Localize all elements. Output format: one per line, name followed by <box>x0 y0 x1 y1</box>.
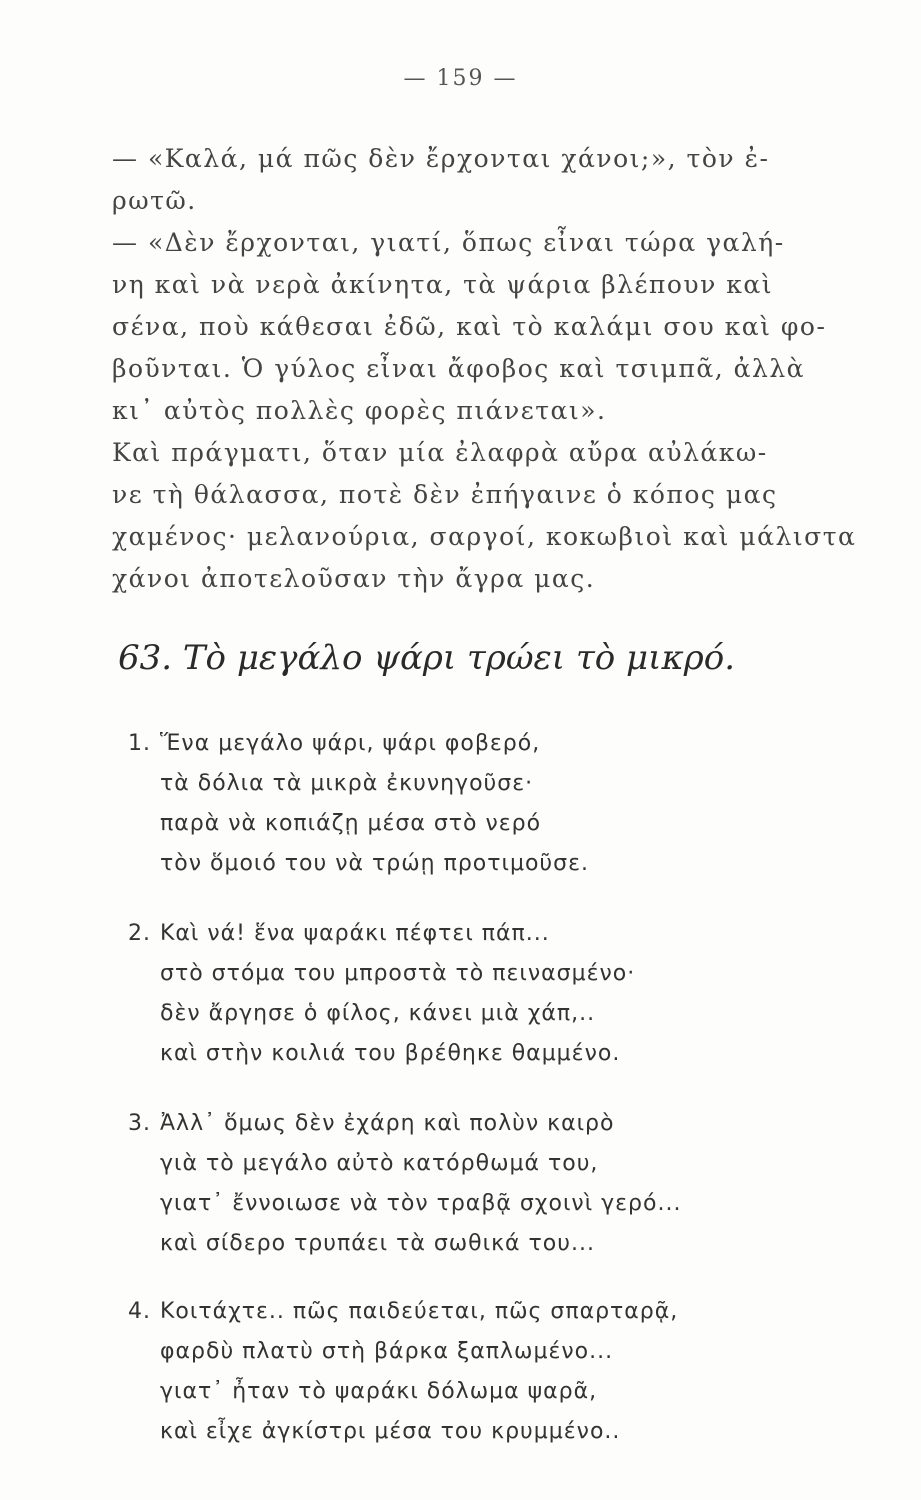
verse-text: παρὰ νὰ κοπιάζῃ μέσα στὸ νερό <box>160 811 542 836</box>
stanza-number: 1. <box>128 731 151 756</box>
verse-line <box>128 1412 768 1452</box>
prose-line: σένα, ποὺ κάθεσαι ἐδῶ, καὶ τὸ καλάμι σου καὶ φο- <box>112 312 827 341</box>
prose-line: νη καὶ νὰ νερὰ ἀκίνητα, τὰ ψάρια βλέπουν καὶ <box>112 270 774 299</box>
section-title: 63. Τὸ μεγάλο ψάρι τρώει τὸ μικρό. <box>118 638 736 678</box>
prose-line: ρωτῶ. <box>112 186 197 215</box>
prose-line: — «Καλά, μά πῶς δὲν ἔρχονται χάνοι;», τὸν ἐ- <box>112 144 770 173</box>
verse-text: Ἕνα μεγάλο ψάρι, ψάρι φοβερό, <box>160 731 541 756</box>
prose-paragraphs <box>112 138 857 600</box>
verse-line <box>128 914 768 954</box>
verse-text: στὸ στόμα του μπροστὰ τὸ πεινασμένο· <box>160 961 636 986</box>
verse-text: δὲν ἄργησε ὁ φίλος, κάνει μιὰ χάπ,.. <box>160 1001 596 1026</box>
verse-text: τὸν ὅμοιό του νὰ τρώῃ προτιμοῦσε. <box>160 851 589 876</box>
verse-line <box>128 764 768 804</box>
verse-line <box>128 1224 768 1264</box>
poem-stanza-1 <box>128 724 768 884</box>
verse-text: γιατ᾽ ἔννοιωσε νὰ τὸν τραβᾷ σχοινὶ γερό... <box>160 1191 682 1216</box>
verse-text: Κοιτάχτε.. πῶς παιδεύεται, πῶς σπαρταρᾷ, <box>160 1299 679 1324</box>
verse-text: καὶ στὴν κοιλιά του βρέθηκε θαμμένο. <box>160 1041 621 1066</box>
verse-text: γιατ᾽ ἦταν τὸ ψαράκι δόλωμα ψαρᾶ, <box>160 1379 598 1404</box>
prose-line: χαμένος· μελανούρια, σαργοί, κοκωβιοὶ καὶ μάλιστα <box>112 522 857 551</box>
prose-line: κι᾽ αὐτὸς πολλὲς φορὲς πιάνεται». <box>112 396 607 425</box>
verse-text: Καὶ νά! ἕνα ψαράκι πέφτει πάπ... <box>160 921 550 946</box>
verse-text: καὶ σίδερο τρυπάει τὰ σωθικά του... <box>160 1231 595 1256</box>
verse-line <box>128 1292 768 1332</box>
prose-line: χάνοι ἀποτελοῦσαν τὴν ἄγρα μας. <box>112 564 596 593</box>
verse-line <box>128 844 768 884</box>
verse-line <box>128 1372 768 1412</box>
verse-text: τὰ δόλια τὰ μικρὰ ἐκυνηγοῦσε· <box>160 771 534 796</box>
verse-text: φαρδὺ πλατὺ στὴ βάρκα ξαπλωμένο... <box>160 1339 614 1364</box>
page-number: — 159 — <box>403 66 518 91</box>
prose-line: Καὶ πράγματι, ὅταν μία ἐλαφρὰ αὔρα αὐλάκω- <box>112 438 768 467</box>
verse-line <box>128 1144 768 1184</box>
poem-stanza-4 <box>128 1292 768 1452</box>
verse-line <box>128 804 768 844</box>
stanza-number: 4. <box>128 1299 151 1324</box>
verse-line <box>128 1332 768 1372</box>
stanza-number: 2. <box>128 921 151 946</box>
verse-text: Ἀλλ᾽ ὅμως δὲν ἐχάρη καὶ πολὺν καιρὸ <box>160 1111 615 1136</box>
verse-line <box>128 1184 768 1224</box>
stanza-number: 3. <box>128 1111 151 1136</box>
verse-line <box>128 954 768 994</box>
prose-line: βοῦνται. Ὁ γύλος εἶναι ἄφοβος καὶ τσιμπᾶ, ἀλλὰ <box>112 354 806 383</box>
poem-stanza-3 <box>128 1104 768 1264</box>
poem-stanza-2 <box>128 914 768 1074</box>
verse-text: γιὰ τὸ μεγάλο αὐτὸ κατόρθωμά του, <box>160 1151 599 1176</box>
verse-line <box>128 724 768 764</box>
verse-line <box>128 994 768 1034</box>
prose-line: — «Δὲν ἔρχονται, γιατί, ὅπως εἶναι τώρα γαλή- <box>112 228 785 257</box>
prose-line: νε τὴ θάλασσα, ποτὲ δὲν ἐπήγαινε ὁ κόπος μας <box>112 480 778 509</box>
verse-line <box>128 1104 768 1144</box>
verse-text: καὶ εἶχε ἀγκίστρι μέσα του κρυμμένο.. <box>160 1419 621 1444</box>
verse-line <box>128 1034 768 1074</box>
